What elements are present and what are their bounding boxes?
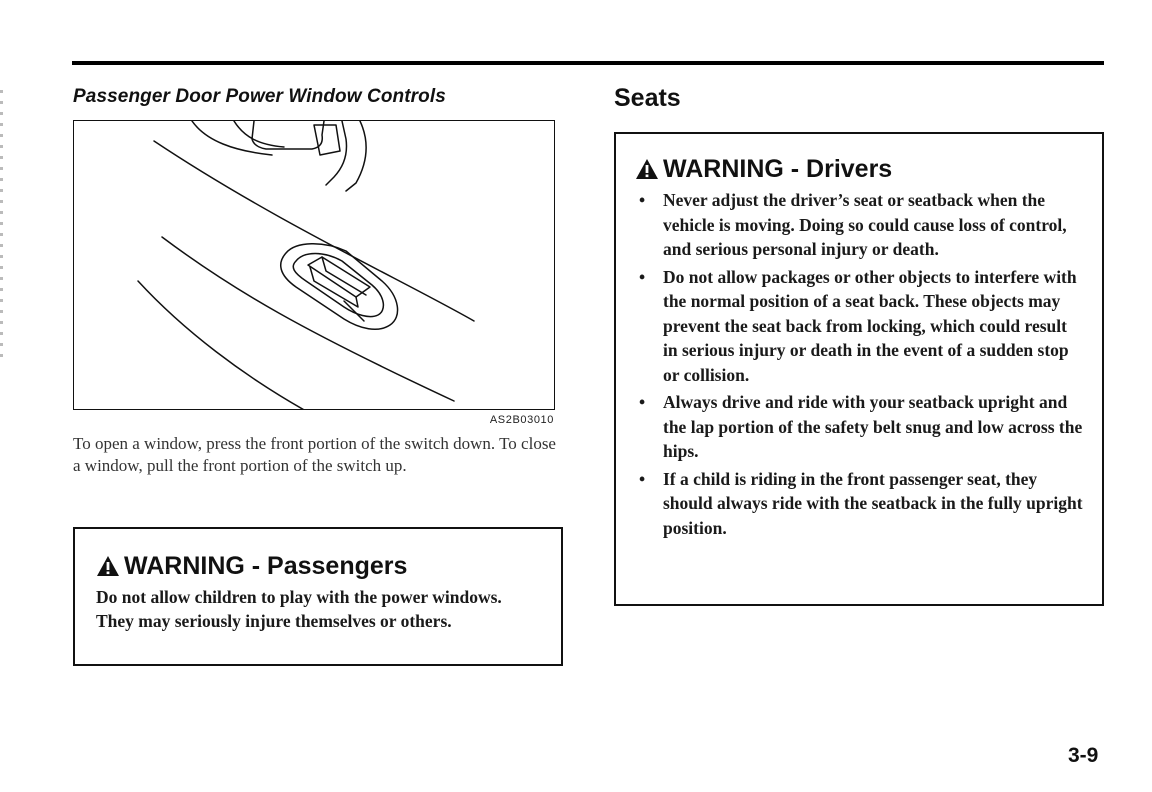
handle-lever — [314, 125, 340, 155]
armrest-front-curve — [138, 281, 306, 410]
armrest-upper-line — [154, 141, 474, 321]
driver-warning-list — [635, 188, 1084, 540]
door-switch-figure — [73, 120, 555, 410]
page-number: 3-9 — [1068, 744, 1099, 767]
warning-triangle-icon — [96, 555, 120, 577]
scan-edge-marks — [0, 90, 3, 360]
list-item — [635, 390, 1084, 464]
warning-box-drivers — [614, 132, 1104, 606]
warning-title-text: WARNING - Drivers — [663, 155, 893, 183]
warning-text-passengers: Do not allow children to play with the power windows. They may seriously injure themselves or others. — [96, 587, 502, 631]
bullet: • — [639, 190, 646, 210]
warning-box-passengers — [73, 527, 563, 666]
list-item-text: Do not allow packages or other objects to interfere with the normal position of a seat back. These objects may prevent the seat back from locking, which could result in serious injury or death in the event of a sudden stop or collision. — [663, 266, 1077, 385]
figure-code: AS2B03010 — [489, 414, 554, 426]
list-item — [635, 188, 1084, 262]
bullet: • — [639, 266, 646, 287]
list-item-text: If a child is riding in the front passenger seat, they should always ride with the seatback in the fully upright position. — [663, 468, 1083, 538]
handle-inner-recess — [252, 121, 324, 149]
handle-outline-inner — [234, 121, 284, 147]
bullet: • — [639, 468, 646, 489]
warning-title-drivers — [635, 154, 1084, 184]
list-item-text: Never adjust the driver’s seat or seatback when the vehicle is moving. Doing so could cause loss of control, and serious personal injury or death. — [663, 190, 1067, 259]
warning-title-text: WARNING - Passengers — [124, 552, 408, 580]
top-rule — [72, 61, 1104, 65]
window-instructions: To open a window, press the front portion of the switch down. To close a window, pull the front portion of the switch up. — [73, 434, 556, 475]
section-heading-power-window-controls: Passenger Door Power Window Controls — [73, 86, 446, 107]
section-heading-seats: Seats — [614, 84, 681, 112]
handle-outline-left — [192, 121, 272, 155]
handle-outer-right — [346, 121, 366, 191]
bullet: • — [639, 392, 646, 412]
warning-triangle-icon — [635, 158, 659, 180]
list-item — [635, 265, 1084, 388]
door-switch-illustration — [74, 121, 555, 410]
list-item — [635, 467, 1084, 541]
warning-title-passengers — [96, 551, 541, 581]
armrest-lower-line — [162, 237, 454, 401]
list-item-text: Always drive and ride with your seatback upright and the lap portion of the safety belt snug and low across the hips. — [663, 392, 1083, 461]
